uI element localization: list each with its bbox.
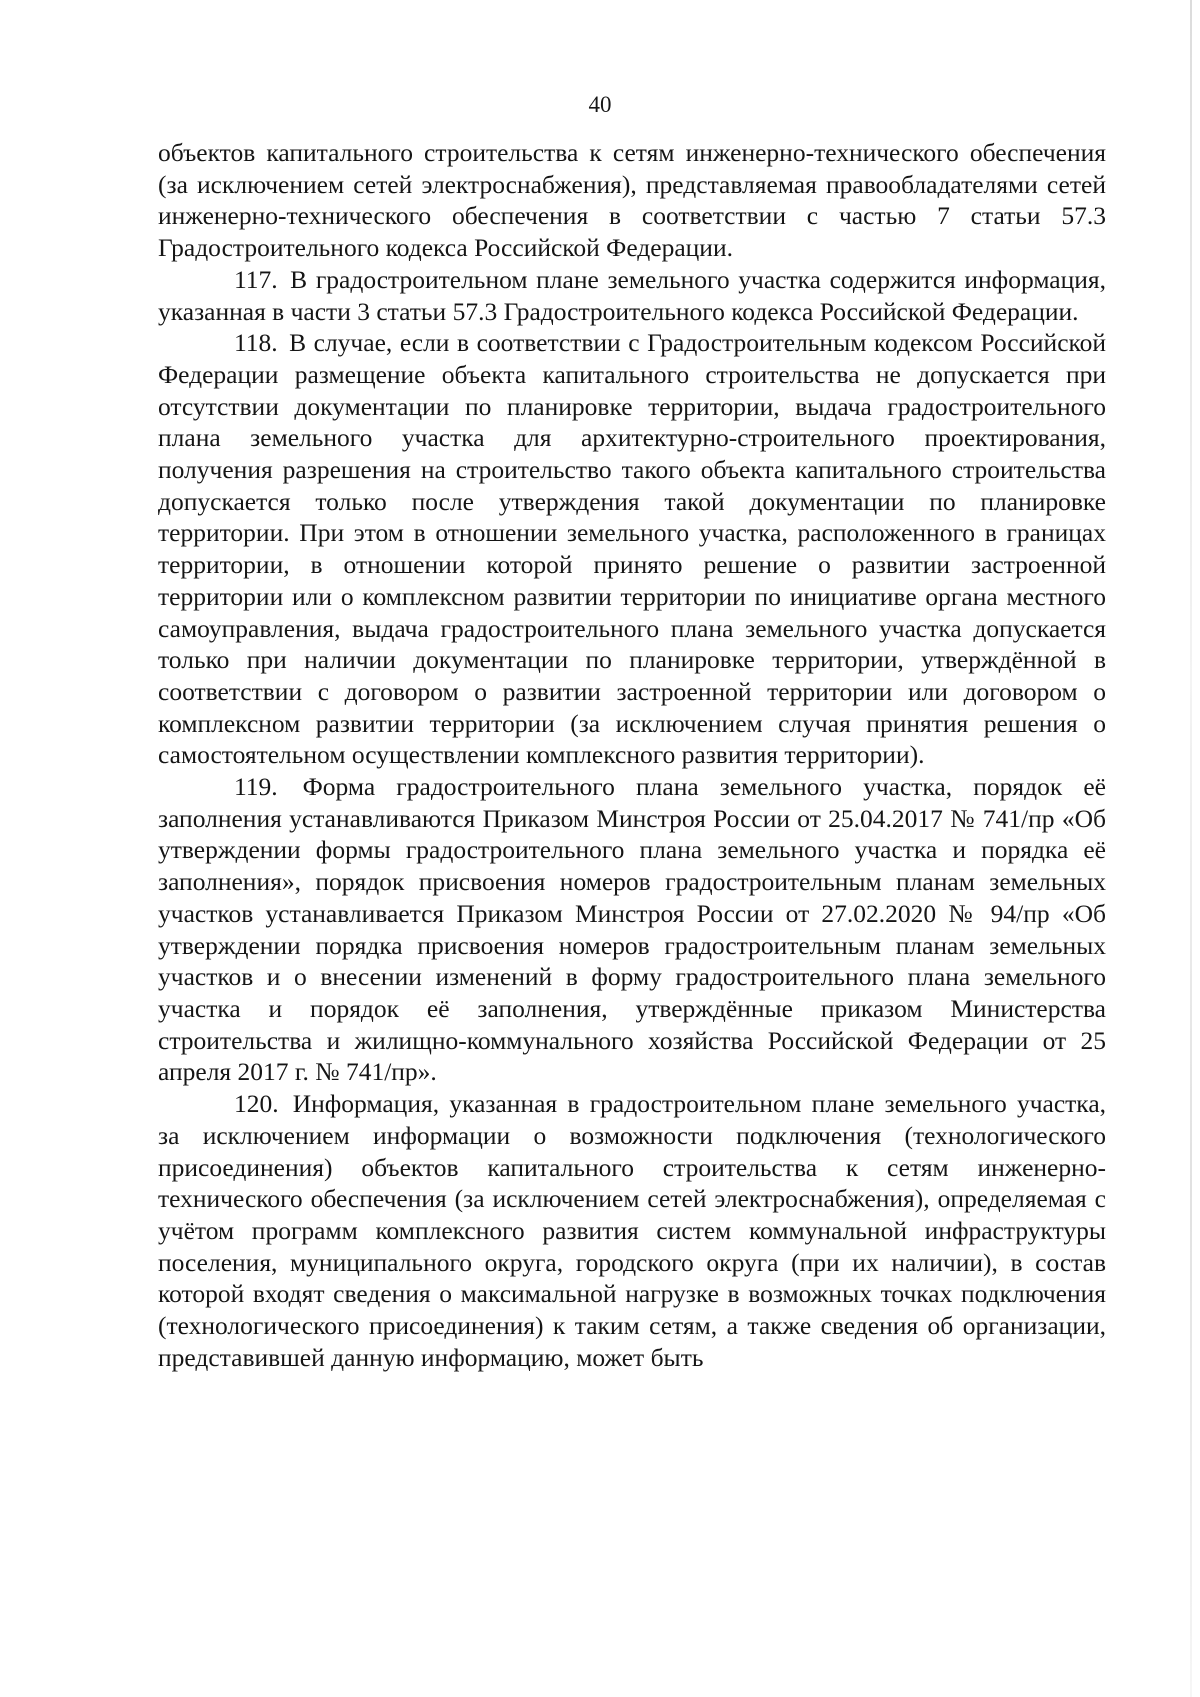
paragraph-text: Информация, указанная в градостроительном плане земельного участка, за исключением информации о возможности подключения (технологического присоединения) объектов капитального строительства к сетям инженерно-технического обеспечения (за исключением сетей электроснабжения), определяемая с учётом программ комплексного развития систем коммунальной инфраструктуры поселения, муниципального округа, городского округа (при их наличии), в состав которой входят сведения о максимальной нагрузке в возможных точках подключения (технологического присоединения) к таким сетям, а также сведения об организации, представившей данную информацию, может быть [158,1089,1107,1372]
paragraph-118 [158,327,1106,771]
paragraph-number: 120. [234,1089,279,1119]
scan-edge-shadow [1190,0,1192,1697]
document-body [158,137,1106,1373]
paragraph-120 [158,1088,1106,1373]
paragraph-text: В случае, если в соответствии с Градостроительным кодексом Российской Федерации размещение объекта капитального строительства не допускается при отсутствии документации по планировке территории, выдача градостроительного плана земельного участка для архитектурно-строительного проектирования, получения разрешения на строительство такого объекта капитального строительства допускается только после утверждения такой документации по планировке территории. При этом в отношении земельного участка, расположенного в границах территории, в отношении которой принято решение о развитии застроенной территории или о комплексном развитии территории по инициативе органа местного самоуправления, выдача градостроительного плана земельного участка допускается только при наличии документации по планировке территории, утверждённой в соответствии с договором о развитии застроенной территории или договором о комплексном развитии территории (за исключением случая принятия решения о самостоятельном осуществлении комплексного развития территории). [158,328,1107,770]
paragraph-continued [158,137,1106,264]
paragraph-text: объектов капитального строительства к сетям инженерно-технического обеспечения (за исключением сетей электроснабжения), представляемая правообладателями сетей инженерно-технического обеспечения в соответствии с частью 7 статьи 57.3 Градостроительного кодекса Российской Федерации. [158,138,1106,263]
paragraph-number: 117. [234,264,278,294]
paragraph-number: 118. [234,328,278,358]
paragraph-117 [158,264,1106,327]
paragraph-text: Форма градостроительного плана земельного участка, порядок её заполнения устанавливаются Приказом Минстроя России от 25.04.2017 № 741/пр «Об утверждении формы градостроительного плана земельного участка и порядка её заполнения», порядок присвоения номеров градостроительным планам земельных участков устанавливается Приказом Минстроя России от 27.02.2020 № 94/пр «Об утверждении порядка присвоения номеров градостроительным планам земельных участков и о внесении изменений в форму градостроительного плана земельного участка и порядок её заполнения, утверждённые приказом Министерства строительства и жилищно-коммунального хозяйства Российской Федерации от 25 апреля 2017 г. № 741/пр». [158,772,1106,1087]
paragraph-number: 119. [234,772,278,802]
page-number: 40 [588,92,612,117]
paragraph-119 [158,771,1106,1088]
paragraph-text: В градостроительном плане земельного участка содержится информация, указанная в части 3 статьи 57.3 Градостроительного кодекса Российской Федерации. [158,264,1106,326]
